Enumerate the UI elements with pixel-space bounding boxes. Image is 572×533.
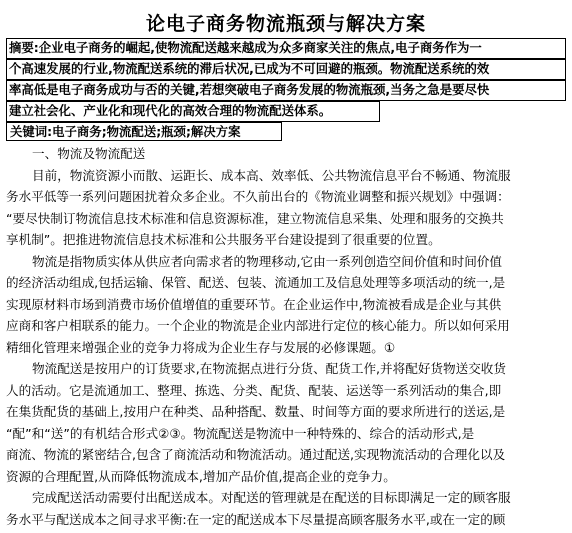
abstract-line: 率高低是电子商务成功与否的关键,若想突破电子商务发展的物流瓶颈,当务之急是要尽快 bbox=[9, 82, 490, 97]
paragraph-line: 物流配送是按用户的订货要求,在物流据点进行分货、配货工作,并将配好货物送交收货 bbox=[32, 361, 506, 376]
abstract-line: 摘要:企业电子商务的崛起,使物流配送越来越成为众多商家关注的焦点,电子商务作为一 bbox=[9, 40, 482, 55]
paragraph-line: 精细化管理来增强企业的竞争力将成为企业生存与发展的必修课题。① bbox=[6, 339, 396, 355]
paragraph-line: 实现原材料市场到消费市场价值增值的重要环节。在企业运作中,物流被看成是企业与其供 bbox=[6, 296, 502, 312]
paragraph-line: 在集货配货的基础上,按用户在种类、品种搭配、数量、时间等方面的要求所进行的送运,是 bbox=[6, 404, 506, 419]
page-title: 论电子商务物流瓶颈与解决方案 bbox=[145, 13, 426, 35]
paragraph-line: 务水平低等一系列问题困扰着众多企业。不久前出台的《物流业调整和振兴规划》中强调： bbox=[6, 189, 510, 204]
paragraph-line: 人的活动。它是流通加工、整理、拣选、分类、配货、配装、运送等一系列活动的集合,即 bbox=[6, 382, 502, 398]
abstract-box bbox=[6, 38, 566, 122]
paragraph-line: 物流是指物质实体从供应者向需求者的物理移动,它由一系列创造空间价值和时间价值 bbox=[32, 253, 502, 269]
section-heading: 一、物流及物流配送 bbox=[32, 146, 146, 161]
keywords: 关键词:电子商务;物流配送;瓶颈;解决方案 bbox=[10, 124, 241, 139]
paragraph-line: 完成配送活动需要付出配送成本。对配送的管理就是在配送的目标即满足一定的顾客服 bbox=[32, 490, 511, 505]
paragraph-line: 享机制”。把推进物流信息技术标准和公共服务平台建设提到了很重要的位置。 bbox=[6, 232, 441, 247]
paragraph-line: “配”和“送”的有机结合形式②③。物流配送是物流中一种特殊的、综合的活动形式,是 bbox=[6, 425, 475, 441]
paragraph-line: 目前，物流资源小而散、运距长、成本高、效率低、公共物流信息平台不畅通、物流服 bbox=[32, 167, 511, 183]
abstract-line: 建立社会化、产业化和现代化的高效合理的物流配送体系。 bbox=[9, 103, 332, 118]
body-text bbox=[6, 143, 566, 530]
abstract-line: 个高速发展的行业,物流配送系统的滞后状况,已成为不可回避的瓶颈。物流配送系统的效 bbox=[9, 61, 490, 76]
paragraph-line: 商流、物流的紧密结合,包含了商流活动和物流活动。通过配送,实现物流活动的合理化以及 bbox=[6, 447, 506, 462]
paragraph-line: 应商和客户相联系的能力。一个企业的物流是企业内部进行定位的核心能力。所以如何采用 bbox=[6, 318, 510, 333]
keywords-box bbox=[6, 122, 282, 141]
paragraph-line: “要尽快制订物流信息技术标准和信息资源标准，建立物流信息采集、处理和服务的交换共 bbox=[6, 210, 504, 226]
paragraph-line: 的经济活动组成,包括运输、保管、配送、包装、流通加工及信息处理等多项活动的统一,是 bbox=[6, 275, 506, 290]
paragraph-line: 务水平与配送成本之间寻求平衡:在一定的配送成本下尽量提高顾客服务水平,或在一定的顾 bbox=[6, 511, 506, 527]
paragraph-line: 资源的合理配置,从而降低物流成本,增加产品价值,提高企业的竞争力。 bbox=[6, 468, 396, 484]
